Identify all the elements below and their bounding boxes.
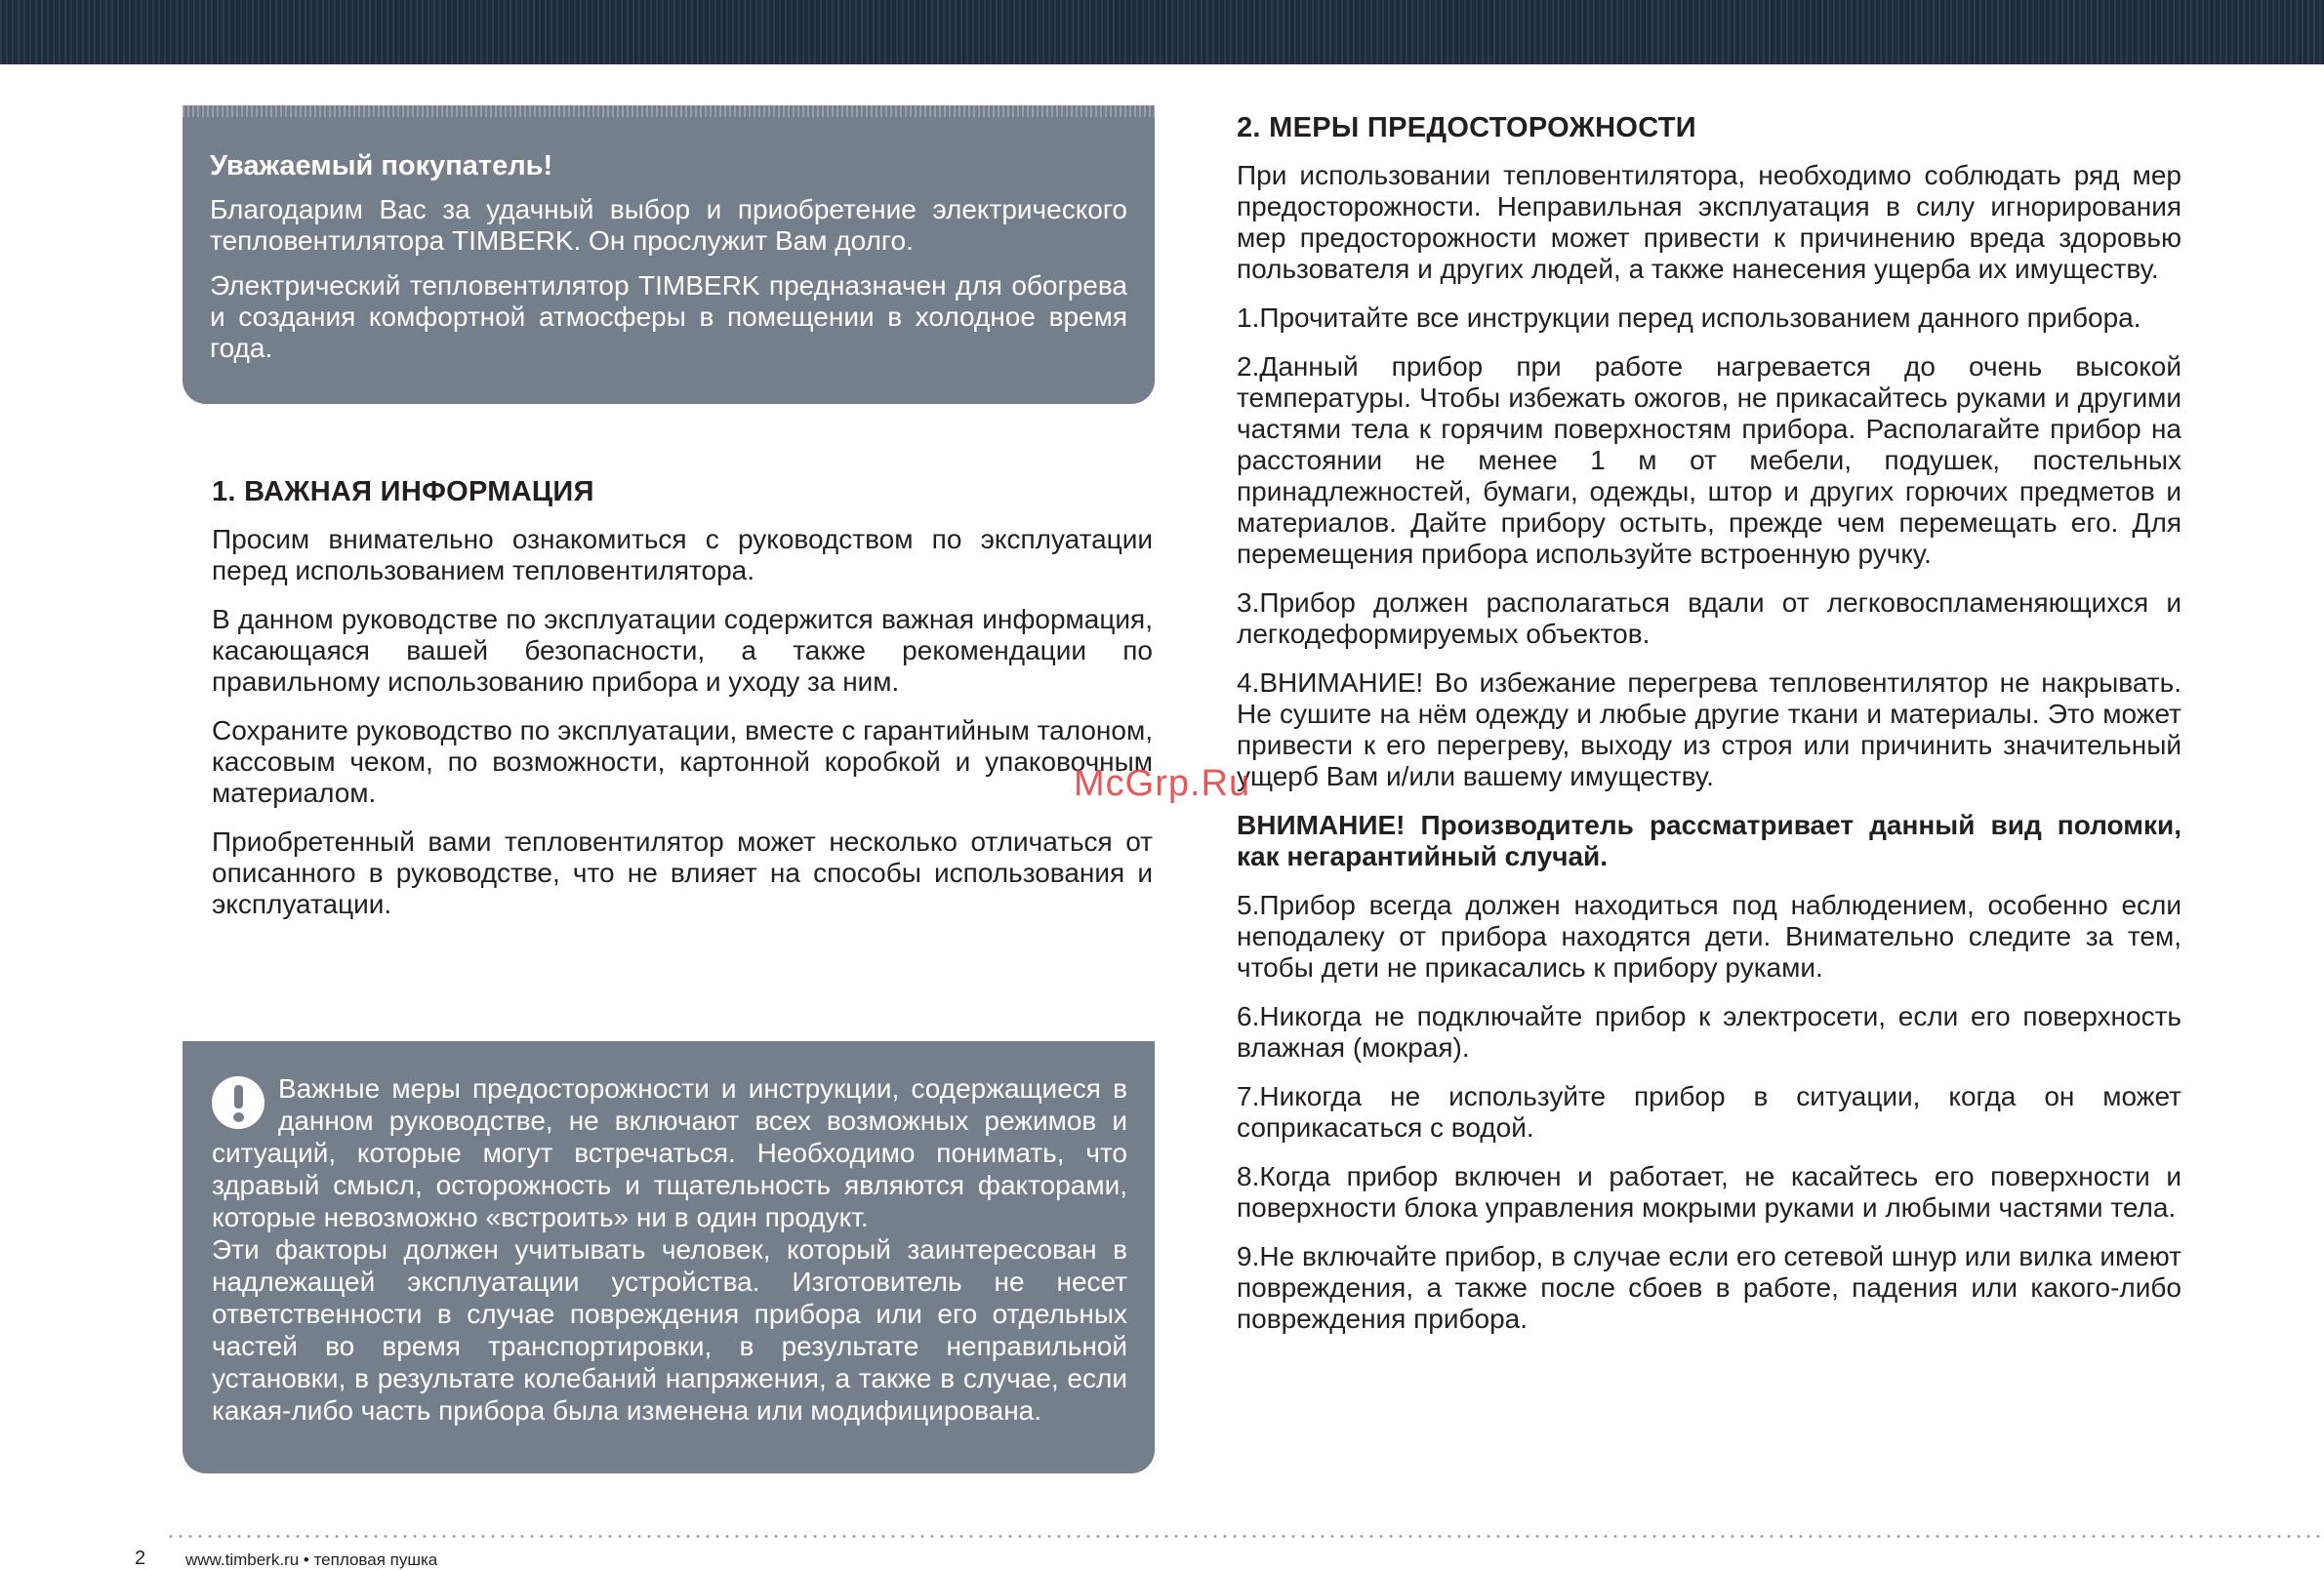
paragraph: 8.Когда прибор включен и работает, не касайтесь его поверхности и поверхности блока управления мокрыми руками и любыми частями тела. <box>1237 1161 2181 1223</box>
warning-paragraph: Важные меры предосторожности и инструкции, содержащиеся в данном руководстве, не включают всех возможных режимов и ситуаций, которые могут встречаться. Необходимо понимать, что здравый смысл, осторожность и тщательность являются факторами, которые невозможно «встроить» ни в один продукт. <box>212 1073 1127 1232</box>
paragraph: 4.ВНИМАНИЕ! Во избежание перегрева тепловентилятор не накрывать. Не сушите на нём одежду и любые другие ткани и материалы. Это может привести к его перегреву, выходу из строя или причинить значительный ущерб Вам и/или вашему имуществу. <box>1237 667 2181 791</box>
exclamation-icon <box>212 1076 265 1129</box>
box-stripe <box>183 105 1155 117</box>
warning-paragraph: Эти факторы должен учитывать человек, который заинтересован в надлежащей эксплуатации устройства. Изготовитель не несет ответственности в случае повреждения прибора или его отдельных частей во время транспортировки, в результате неправильной установки, в результате колебаний напряжения, а также в случае, если какая-либо часть прибора была изменена или модифицирована. <box>212 1234 1127 1426</box>
paragraph: 6.Никогда не подключайте прибор к электросети, если его поверхность влажная (мокрая). <box>1237 1001 2181 1063</box>
paragraph: 2.Данный прибор при работе нагревается до очень высокой температуры. Чтобы избежать ожогов, не прикасайтесь руками и другими частями тела к горячим поверхностям прибора. Располагайте прибор на расстоянии не менее 1 м от мебели, подушек, постельных принадлежностей, бумаги, одежды, штор и других горючих предметов и материалов. Дайте прибору остыть, прежде чем перемещать его. Для перемещения прибора используйте встроенную ручку. <box>1237 351 2181 569</box>
paragraph: 3.Прибор должен располагаться вдали от легковоспламеняющихся и легкодеформируемых объектов. <box>1237 587 2181 649</box>
watermark: McGrp.Ru <box>1074 763 1251 804</box>
footer-divider <box>166 1535 2324 1538</box>
footer-text: www.timberk.ru • тепловая пушка <box>185 1550 438 1569</box>
greeting-title: Уважаемый покупатель! <box>210 150 553 181</box>
greeting-paragraph: Благодарим Вас за удачный выбор и приобретение электрического тепловентилятора TIMBERK. Он прослужит Вам долго. <box>210 194 1127 256</box>
section-precautions <box>1237 112 2181 1352</box>
paragraph: При использовании тепловентилятора, необходимо соблюдать ряд мер предосторожности. Неправильная эксплуатация в силу игнорирования мер предосторожности может привести к причинению вреда здоровью пользователя и других людей, а также нанесения ущерба их имуществу. <box>1237 160 2181 284</box>
greeting-paragraph: Электрический тепловентилятор TIMBERK предназначен для обогрева и создания комфортной атмосферы в помещении в холодное время года. <box>210 270 1127 363</box>
bold-warning-note: ВНИМАНИЕ! Производитель рассматривает данный вид поломки, как негарантийный случай. <box>1237 810 2181 871</box>
paragraph: Сохраните руководство по эксплуатации, вместе с гарантийным талоном, кассовым чеком, по возможности, картонной коробкой и упаковочным материалом. <box>212 715 1153 808</box>
paragraph: 1.Прочитайте все инструкции перед использованием данного прибора. <box>1237 302 2141 333</box>
section-important-info <box>212 476 1153 938</box>
top-banner <box>0 0 2324 64</box>
paragraph: В данном руководстве по эксплуатации содержится важная информация, касающаяся вашей безопасности, а также рекомендации по правильному использованию прибора и уходу за ним. <box>212 604 1153 697</box>
section-title: 1. ВАЖНАЯ ИНФОРМАЦИЯ <box>212 476 594 507</box>
greeting-box <box>183 105 1155 404</box>
paragraph: Просим внимательно ознакомиться с руководством по эксплуатации перед использованием тепловентилятора. <box>212 524 1153 585</box>
section-title: 2. МЕРЫ ПРЕДОСТОРОЖНОСТИ <box>1237 112 1696 143</box>
paragraph: 9.Не включайте прибор, в случае если его сетевой шнур или вилка имеют повреждения, а также после сбоев в работе, падения или какого-либо повреждения прибора. <box>1237 1241 2181 1334</box>
paragraph: 5.Прибор всегда должен находиться под наблюдением, особенно если неподалеку от прибора находятся дети. Внимательно следите за тем, чтобы дети не прикасались к прибору руками. <box>1237 890 2181 983</box>
paragraph: 7.Никогда не используйте прибор в ситуации, когда он может соприкасаться с водой. <box>1237 1081 2181 1143</box>
page-number: 2 <box>135 1548 146 1569</box>
warning-box <box>183 1041 1155 1473</box>
paragraph: Приобретенный вами тепловентилятор может несколько отличаться от описанного в руководстве, что не влияет на способы использования и эксплуатации. <box>212 826 1153 919</box>
